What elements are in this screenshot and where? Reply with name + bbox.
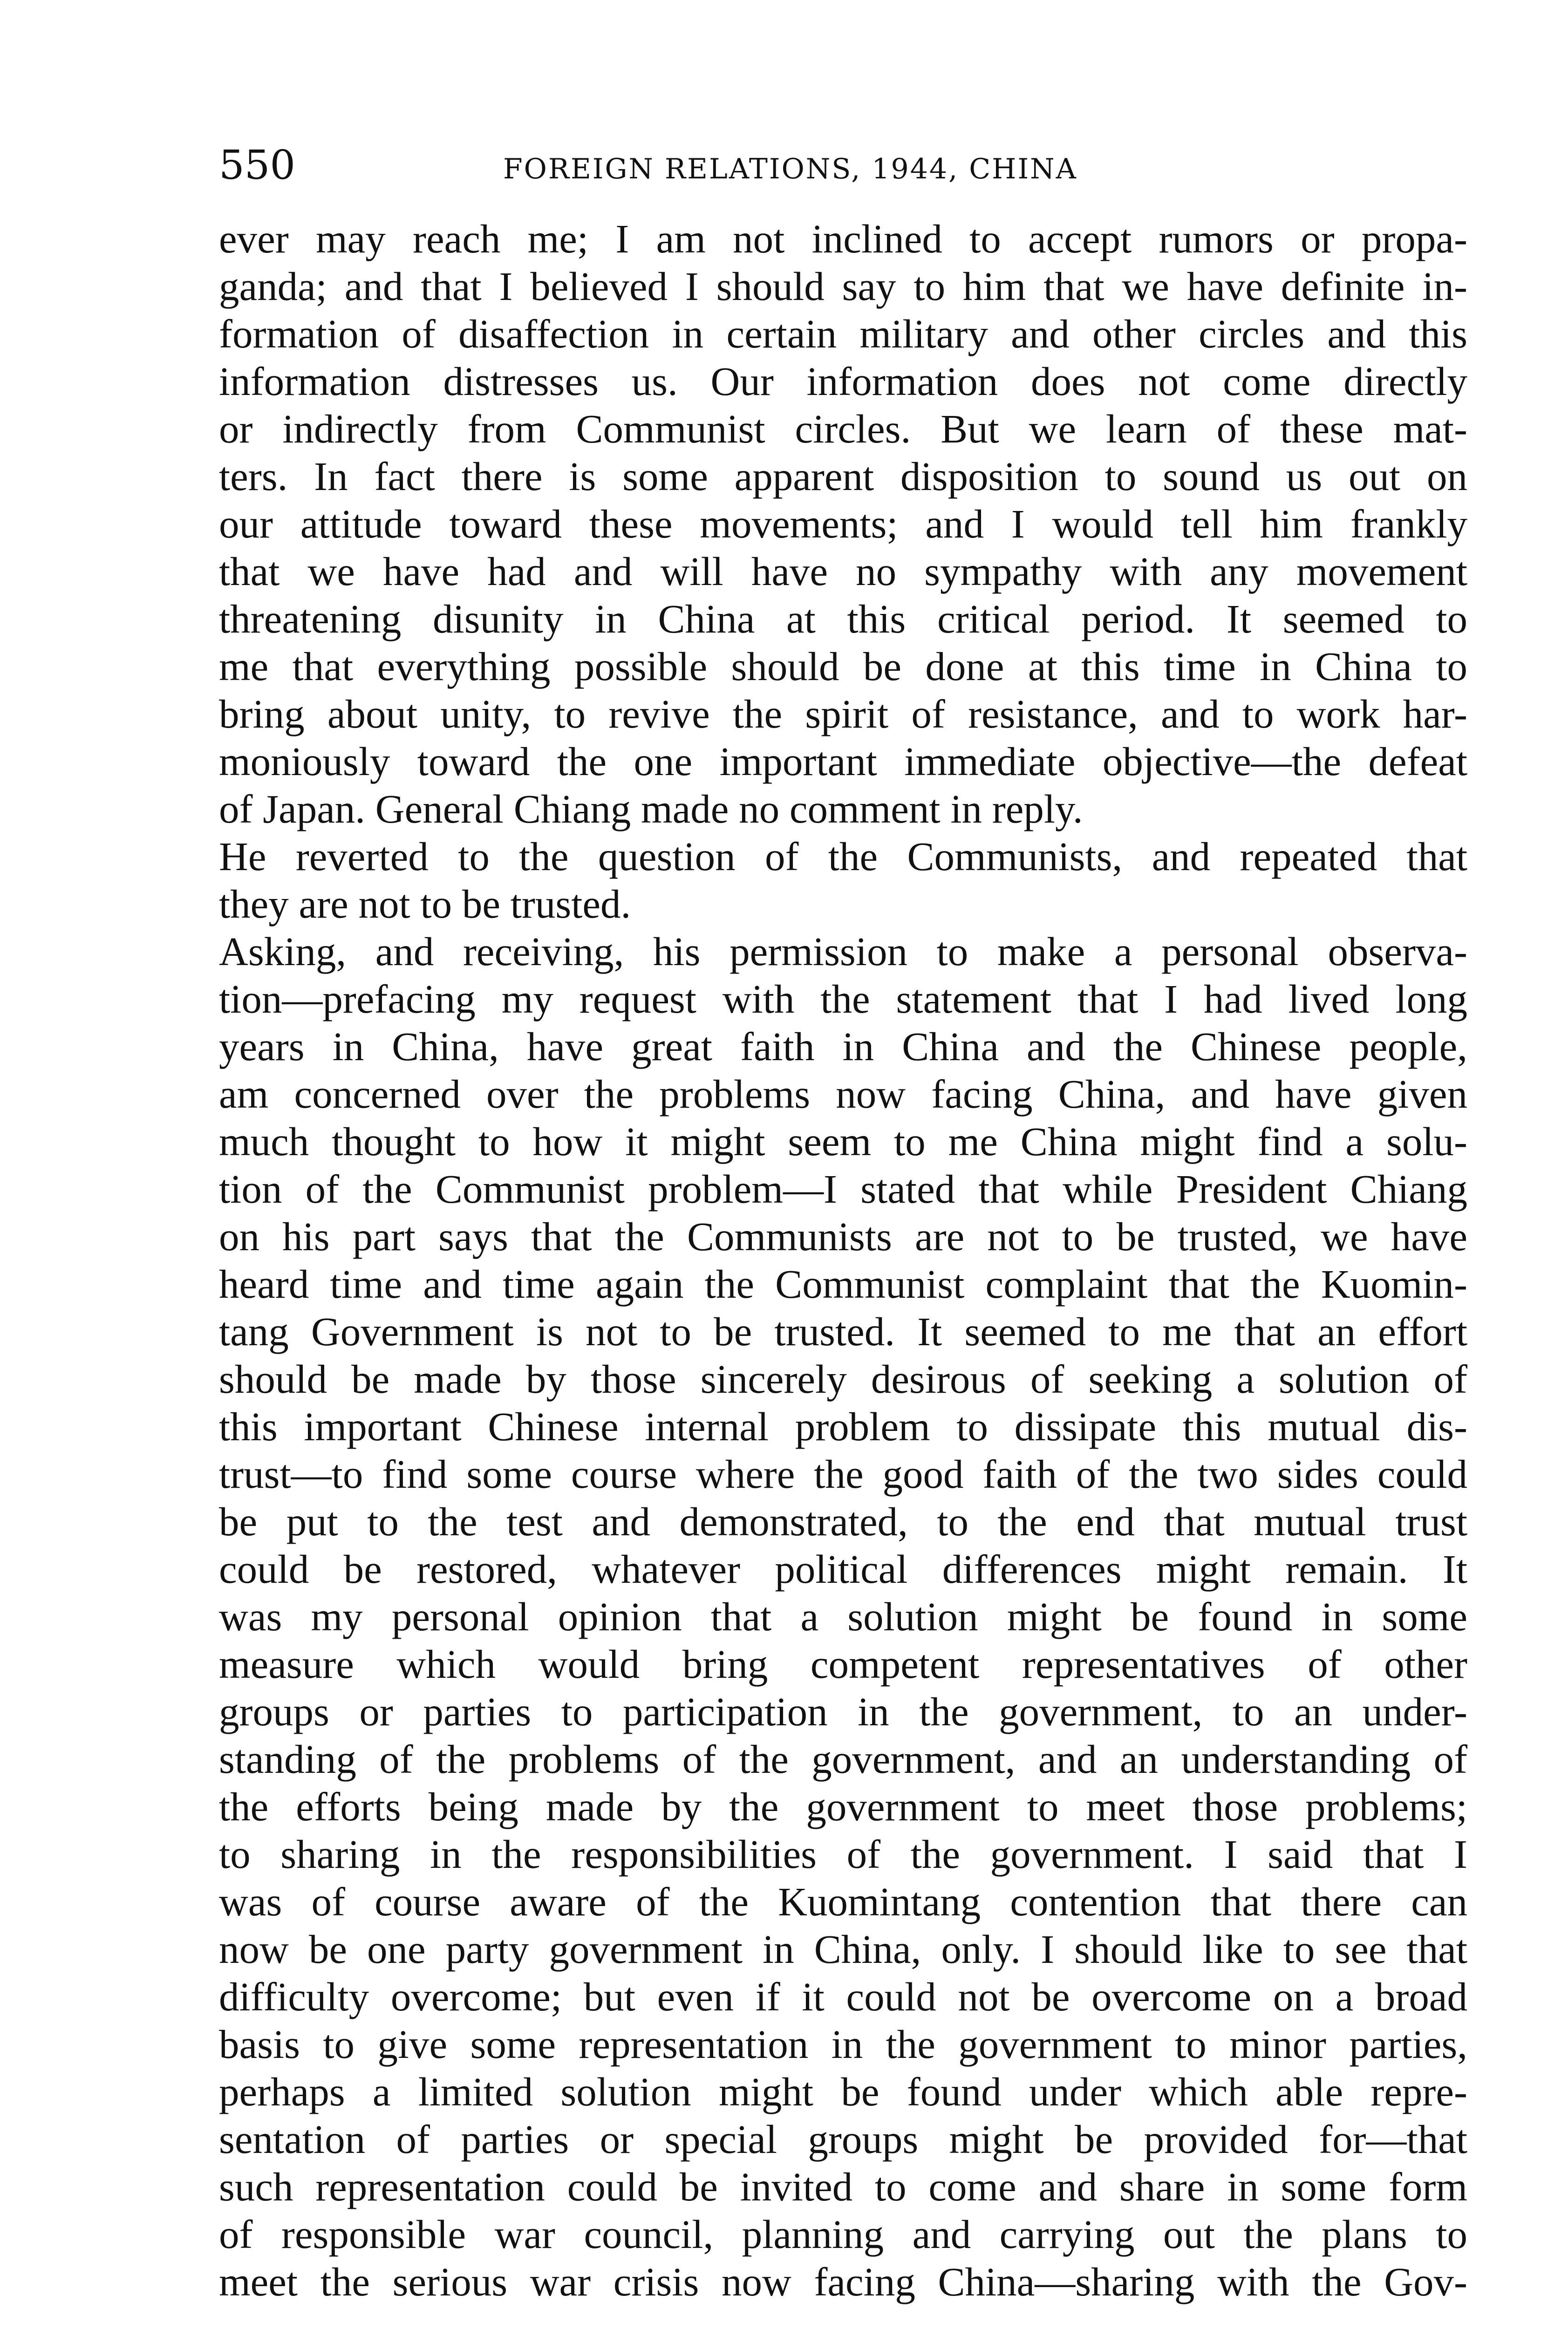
text-line: groups or parties to participation in the government, to an under- xyxy=(219,1689,1467,1734)
text-line: they are not to be trusted. xyxy=(219,881,631,926)
text-line: He reverted to the question of the Communists, and repeated that xyxy=(219,834,1467,879)
text-line: of responsible war council, planning and carrying out the plans to xyxy=(219,2212,1467,2257)
text-line: information distresses us. Our information does not come directly xyxy=(219,359,1467,404)
text-line: was my personal opinion that a solution might be found in some xyxy=(219,1594,1467,1639)
page-number: 550 xyxy=(219,142,296,189)
text-line: difficulty overcome; but even if it could not be overcome on a broad xyxy=(219,1974,1467,2019)
text-line: tion—prefacing my request with the statement that I had lived long xyxy=(219,976,1467,1021)
text-line: on his part says that the Communists are not to be trusted, we have xyxy=(219,1214,1467,1259)
text-line: me that everything possible should be done at this time in China to xyxy=(219,644,1467,689)
text-line: standing of the problems of the government, and an understanding of xyxy=(219,1737,1467,1782)
running-head xyxy=(219,140,1467,191)
text-line: this important Chinese internal problem to dissipate this mutual dis- xyxy=(219,1404,1467,1449)
text-line: should be made by those sincerely desirous of seeking a solution of xyxy=(219,1356,1467,1402)
text-line: our attitude toward these movements; and I would tell him frankly xyxy=(219,501,1467,546)
text-line: meet the serious war crisis now facing China—sharing with the Gov- xyxy=(219,2259,1467,2304)
text-line: or indirectly from Communist circles. But we learn of these mat- xyxy=(219,406,1467,451)
text-line: of Japan. General Chiang made no comment in reply. xyxy=(219,786,1083,831)
text-line: the efforts being made by the government to meet those problems; xyxy=(219,1784,1467,1829)
running-title: FOREIGN RELATIONS, 1944, CHINA xyxy=(503,153,1077,185)
text-line: that we have had and will have no sympathy with any movement xyxy=(219,549,1467,594)
text-line: ters. In fact there is some apparent disposition to sound us out on xyxy=(219,454,1467,499)
text-line: tang Government is not to be trusted. It seemed to me that an effort xyxy=(219,1309,1467,1354)
text-line: basis to give some representation in the government to minor parties, xyxy=(219,2022,1467,2067)
text-line: such representation could be invited to come and share in some form xyxy=(219,2164,1467,2209)
body-text xyxy=(219,215,1467,2329)
text-line: tion of the Communist problem—I stated that while President Chiang xyxy=(219,1166,1467,1212)
text-line: sentation of parties or special groups might be provided for—that xyxy=(219,2117,1467,2162)
text-line: ever may reach me; I am not inclined to accept rumors or propa- xyxy=(219,216,1467,261)
text-line: heard time and time again the Communist complaint that the Kuomin- xyxy=(219,1261,1467,1307)
text-line: years in China, have great faith in China and the Chinese people, xyxy=(219,1024,1467,1069)
text-line: ganda; and that I believed I should say to him that we have definite in- xyxy=(219,264,1467,309)
text-line: was of course aware of the Kuomintang contention that there can xyxy=(219,1879,1467,1924)
text-line: much thought to how it might seem to me China might find a solu- xyxy=(219,1119,1467,1164)
text-line: to sharing in the responsibilities of the government. I said that I xyxy=(219,1832,1467,1877)
text-line: measure which would bring competent representatives of other xyxy=(219,1641,1467,1687)
text-line: trust—to find some course where the good faith of the two sides could xyxy=(219,1451,1467,1497)
text-line: perhaps a limited solution might be found under which able repre- xyxy=(219,2069,1467,2114)
text-line: now be one party government in China, only. I should like to see that xyxy=(219,1927,1467,1972)
text-line: Asking, and receiving, his permission to make a personal observa- xyxy=(219,929,1467,974)
text-line: threatening disunity in China at this critical period. It seemed to xyxy=(219,596,1467,641)
text-line: moniously toward the one important immediate objective—the defeat xyxy=(219,739,1467,784)
text-line: be put to the test and demonstrated, to the end that mutual trust xyxy=(219,1499,1467,1544)
text-line: am concerned over the problems now facing China, and have given xyxy=(219,1071,1467,1117)
text-line: bring about unity, to revive the spirit of resistance, and to work har- xyxy=(219,691,1467,736)
text-line: could be restored, whatever political differences might remain. It xyxy=(219,1546,1467,1592)
text-line: formation of disaffection in certain military and other circles and this xyxy=(219,311,1467,356)
